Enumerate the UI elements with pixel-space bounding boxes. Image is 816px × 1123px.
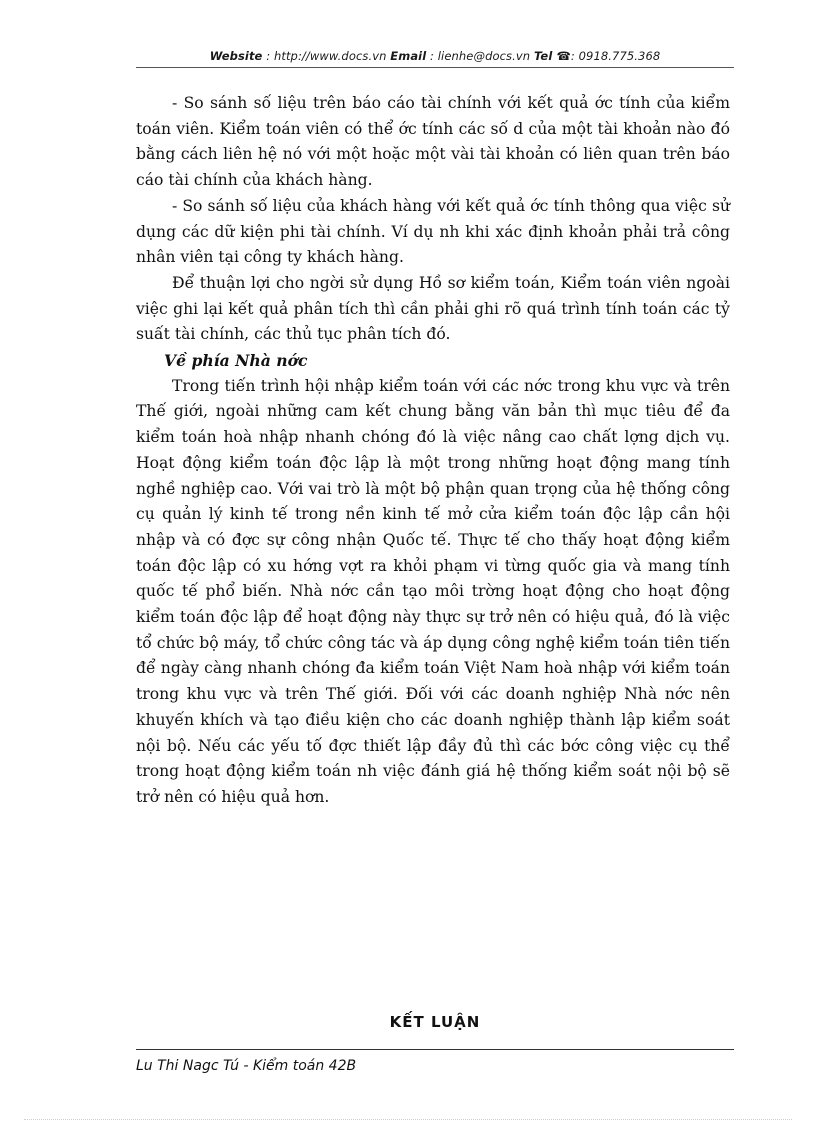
email-value: : lienhe@docs.vn	[430, 49, 531, 63]
website-url: : http://www.docs.vn	[266, 49, 387, 63]
document-body	[136, 91, 730, 811]
paragraph-2: - So sánh số liệu của khách hàng với kết quả ớc tính thông qua việc sử dụng các dữ kiện phi tài chính. Ví dụ nh khi xác định khoản phải trả công nhân viên tại công ty khách hàng.	[136, 196, 730, 267]
tel-label: Tel ☎	[533, 49, 571, 63]
conclusion-title: KẾT LUẬN	[389, 1013, 481, 1031]
email-label: Email	[390, 49, 427, 63]
section-paragraph: Trong tiến trình hội nhập kiểm toán với các nớc trong khu vực và trên Thế giới, ngoài những cam kết chung bằng văn bản thì mục tiêu để đa kiểm toán hoà nhập nhanh chóng đó là việc nâng cao chất lợng dịch vụ. Hoạt động kiểm toán độc lập là một trong những hoạt động mang tính nghề nghiệp cao. Với vai trò là một bộ phận quan trọng của hệ thống công cụ quản lý kinh tế trong nền kinh tế mở cửa kiểm toán độc lập cần hội nhập và có đợc sự công nhận Quốc tế. Thực tế cho thấy hoạt động kiểm toán độc lập có xu hớng vợt ra khỏi phạm vi từng quốc gia và mang tính quốc tế phổ biến. Nhà nớc cần tạo môi trờng hoạt động cho hoạt động kiểm toán độc lập để hoạt động này thực sự trở nên có hiệu quả, đó là việc tổ chức bộ máy, tổ chức công tác và áp dụng công nghệ kiểm toán tiên tiến để ngày càng nhanh chóng đa kiểm toán Việt Nam hoà nhập với kiểm toán trong khu vực và trên Thế giới. Đối với các doanh nghiệp Nhà nớc nên khuyến khích và tạo điều kiện cho các doanh nghiệp thành lập kiểm soát nội bộ. Nếu các yếu tố đợc thiết lập đầy đủ thì các bớc công việc cụ thể trong hoạt động kiểm toán nh việc đánh giá hệ thống kiểm soát nội bộ sẽ trở nên có hiệu quả hơn.	[136, 376, 730, 806]
page-header	[136, 49, 734, 63]
page-footer: Lu Thi Nagc Tú - Kiểm toán 42B	[136, 1058, 357, 1074]
section-heading: Về phía Nhà nớc	[164, 351, 308, 371]
paragraph-1: - So sánh số liệu trên báo cáo tài chính với kết quả ớc tính của kiểm toán viên. Kiểm toán viên có thể ớc tính các số d của một tài khoản nào đó bằng cách liên hệ nó với một hoặc một vài tài khoản có liên quan trên báo cáo tài chính của khách hàng.	[136, 94, 730, 190]
footer-divider	[136, 1049, 734, 1050]
header-divider	[136, 67, 734, 68]
tel-value: : 0918.775.368	[570, 49, 661, 63]
website-label: Website	[209, 49, 263, 63]
page-edge-dots	[24, 1119, 792, 1120]
paragraph-3: Để thuận lợi cho ngời sử dụng Hồ sơ kiểm toán, Kiểm toán viên ngoài việc ghi lại kết quả phân tích thì cần phải ghi rõ quá trình tính toán các tỷ suất tài chính, các thủ tục phân tích đó.	[136, 273, 730, 344]
